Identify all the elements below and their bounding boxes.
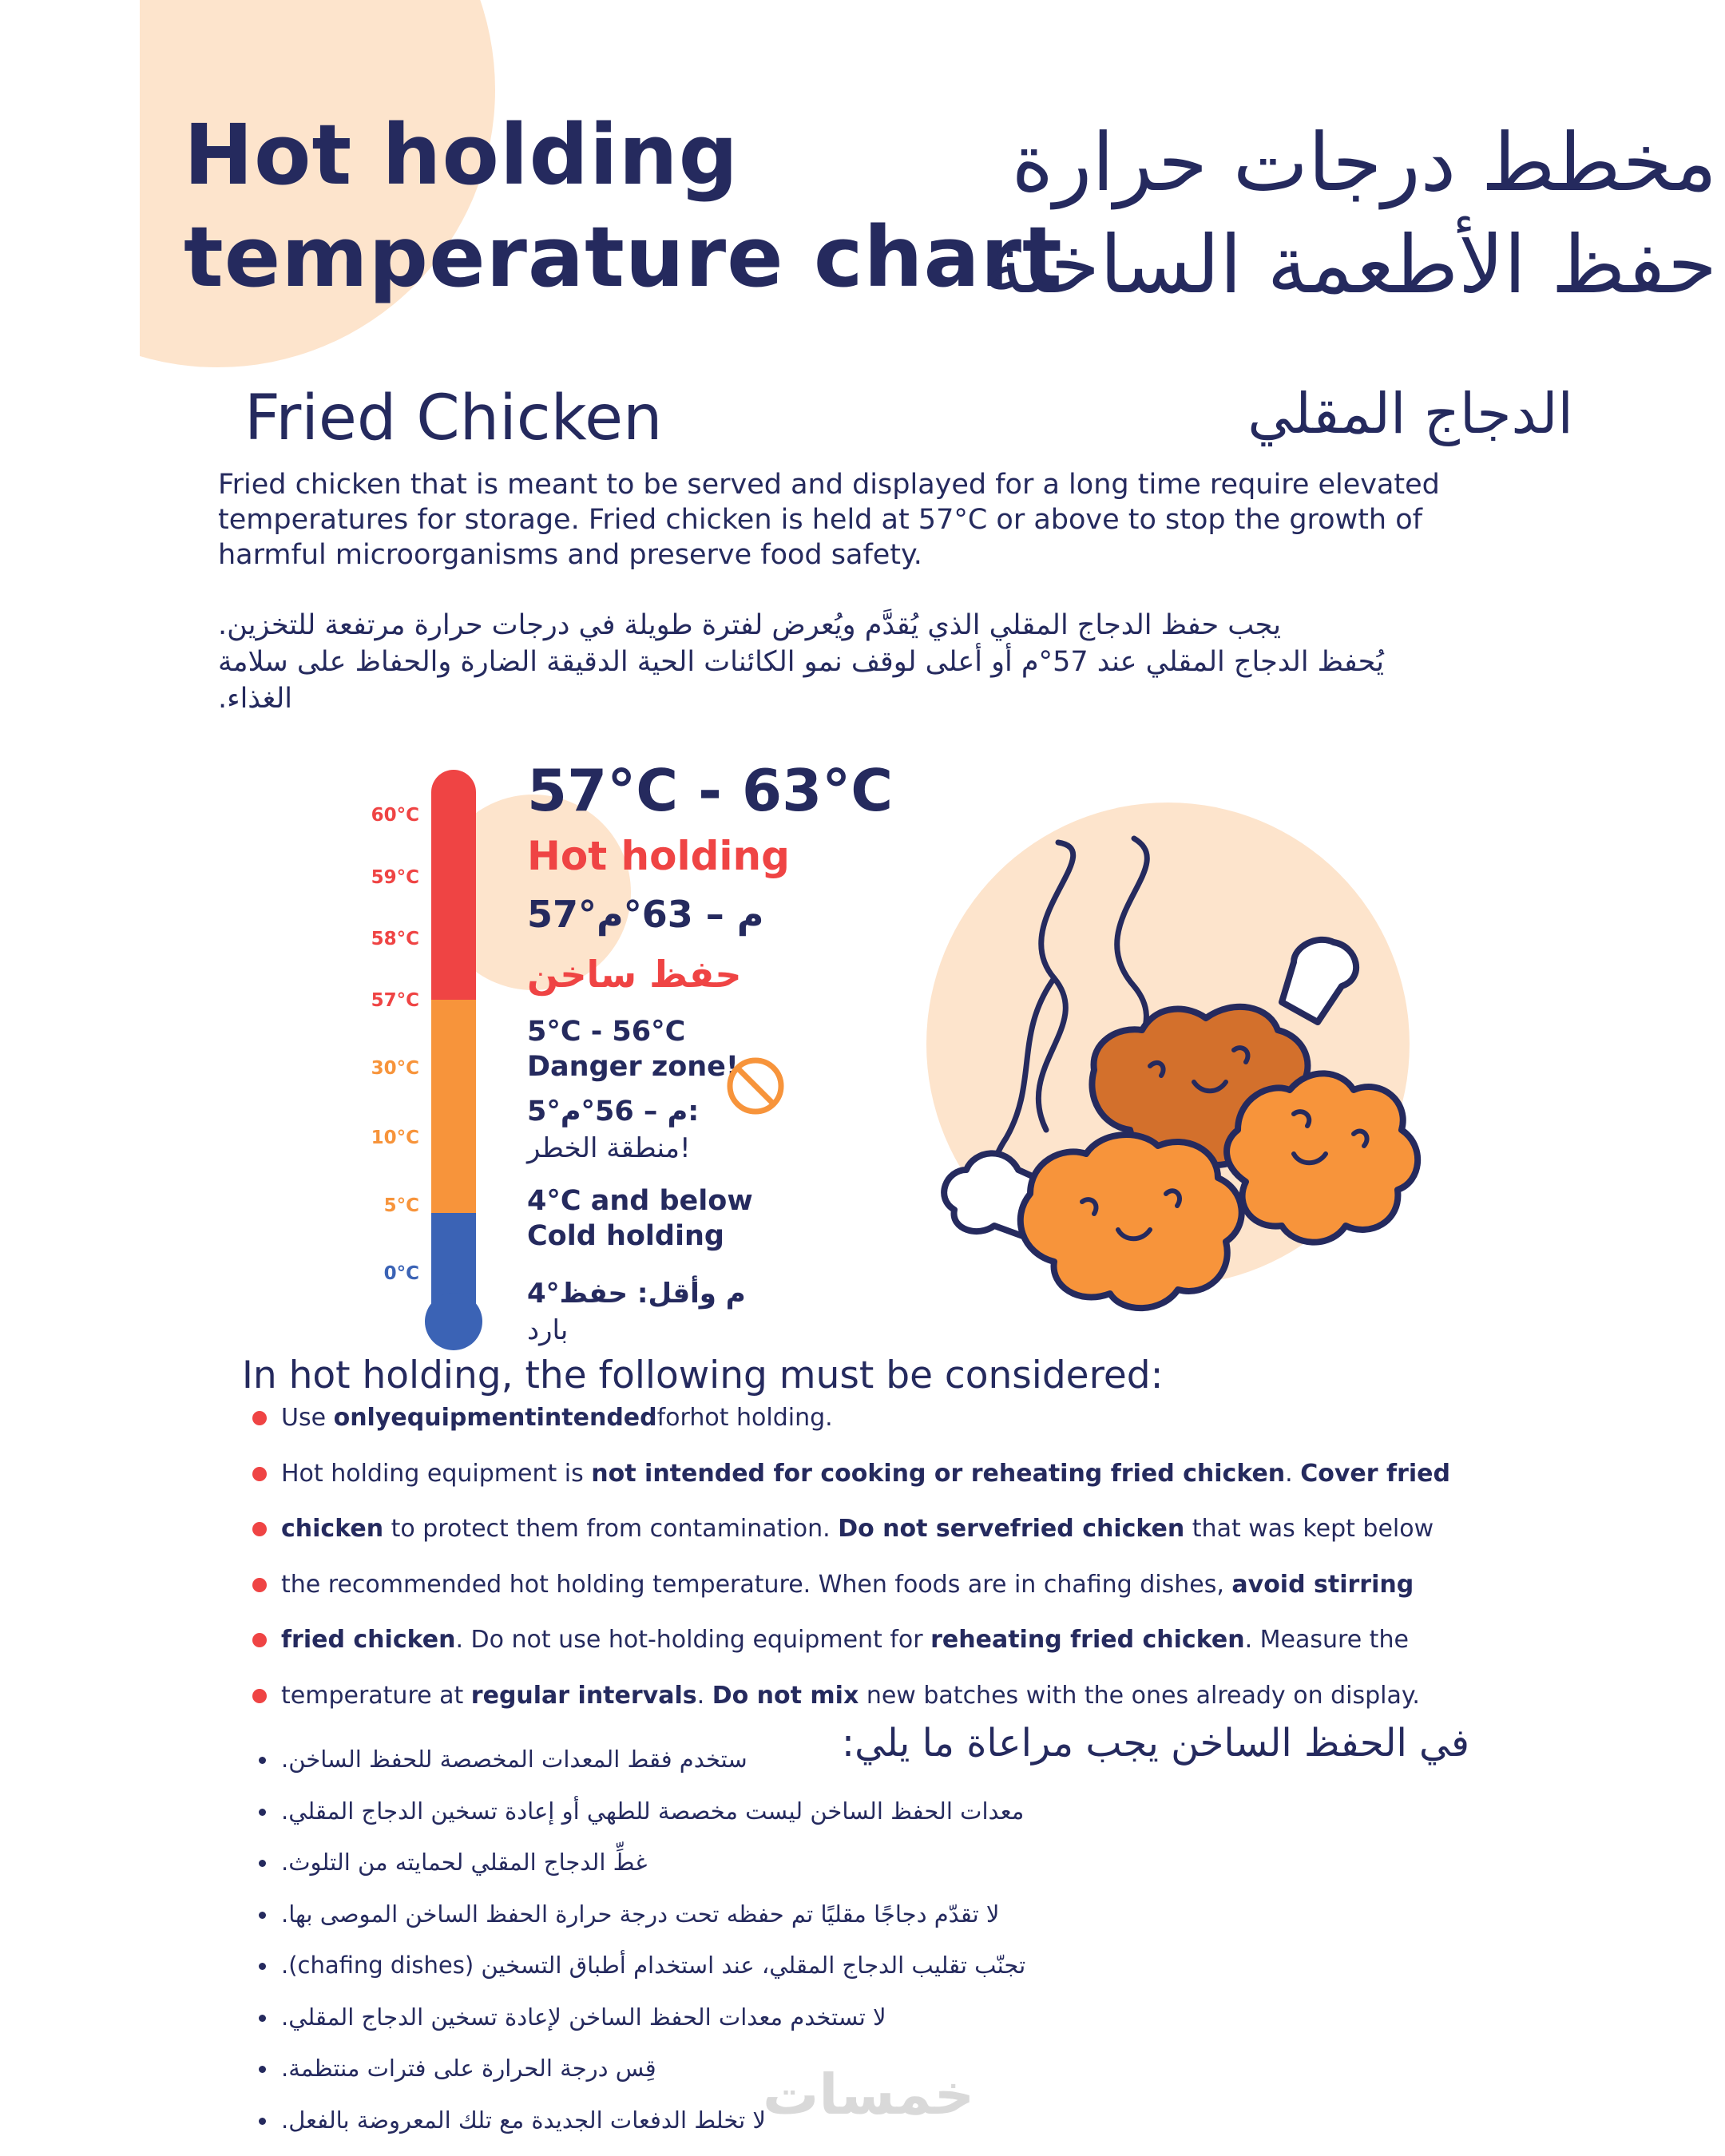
tick-label: 58°C — [371, 929, 419, 949]
section-title-arabic: الدجاج المقلي — [1247, 381, 1573, 446]
list-item: chicken to protect them from contamination. Do not servefried chicken that was kept below — [281, 1515, 1434, 1543]
list-item: Hot holding equipment is not intended for cooking or reheating fried chicken. Cover fried — [281, 1459, 1450, 1488]
left-margin — [0, 0, 140, 2156]
thermometer-danger-segment — [431, 1000, 476, 1213]
hot-label-arabic: حفظ ساخن — [527, 953, 742, 996]
page-title-line1: Hot holding — [184, 106, 740, 204]
list-item: لا تقدّم دجاجًا مقليًا تم حفظه تحت درجة حرارة الحفظ الساخن الموصى بها. — [281, 1900, 1000, 1928]
list-item: the recommended hot holding temperature. When foods are in chafing dishes, avoid stirring — [281, 1570, 1414, 1599]
tick-label: 5°C — [383, 1195, 419, 1216]
chicken-piece-icon — [1021, 1135, 1242, 1308]
section-title: Fried Chicken — [244, 382, 663, 454]
bullet-dot — [259, 1963, 266, 1970]
list-item: تجنّب تقليب الدجاج المقلي، عند استخدام أطباق التسخين (chafing dishes). — [281, 1952, 1026, 1979]
considerations-title: In hot holding, the following must be considered: — [242, 1353, 1164, 1397]
watermark-logo: خمسات — [763, 2062, 975, 2127]
list-item: غطِّ الدجاج المقلي لحمايته من التلوث. — [281, 1849, 648, 1876]
danger-range: 5°C - 56°C — [527, 1016, 686, 1048]
list-item: fried chicken. Do not use hot-holding equipment for reheating fried chicken. Measure the — [281, 1626, 1409, 1654]
hot-label: Hot holding — [527, 833, 790, 879]
tick-label: 30°C — [371, 1058, 419, 1079]
page-title-arabic-line2: حفظ الأطعمة الساخنة — [983, 218, 1717, 311]
thermometer-bulb — [425, 1293, 482, 1350]
hot-range: 57°C - 63°C — [527, 757, 894, 824]
cold-range: 4°C and below — [527, 1185, 753, 1217]
tick-label: 60°C — [371, 805, 419, 826]
cold-label: Cold holding — [527, 1220, 724, 1252]
bullet-dot — [252, 1689, 267, 1703]
steam-line-icon — [1038, 842, 1073, 1130]
intro-paragraph: Fried chicken that is meant to be served and displayed for a long time require elevated temperatures for storage. Fried chicken is held at 57°C or above to stop the growth of harmful microorganisms and preserve food safety. — [218, 469, 1440, 571]
danger-range-arabic: 5°م – 56°م: — [527, 1096, 700, 1128]
page-title-arabic-line1: مخطط درجات حرارة — [1011, 116, 1717, 209]
list-item: temperature at regular intervals. Do not mix new batches with the ones already on display. — [281, 1681, 1420, 1710]
intro-arabic-line2: يُحفظ الدجاج المقلي عند 57°م أو أعلى لوقف نمو الكائنات الحية الدقيقة الضارة والحفاظ على سلامة الغذاء. — [218, 646, 1384, 715]
bullet-dot — [252, 1467, 267, 1481]
list-item: Use onlyequipmentintendedforhot holding. — [281, 1404, 833, 1432]
cold-arabic-line1: 4°م وأقل: حفظ — [527, 1278, 746, 1310]
bone-icon — [1282, 940, 1356, 1022]
bullet-dot — [252, 1578, 267, 1592]
bullet-dot — [252, 1411, 267, 1425]
cold-arabic-line2: بارد — [527, 1314, 569, 1346]
danger-label-arabic: منطقة الخطر! — [527, 1132, 691, 1164]
bullet-dot — [259, 2066, 266, 2073]
danger-label: Danger zone! — [527, 1051, 739, 1083]
bullet-dot — [259, 2015, 266, 2022]
tick-label: 10°C — [371, 1128, 419, 1148]
hot-range-arabic: 57°م – 63°م — [527, 893, 764, 936]
tick-label: 0°C — [383, 1263, 419, 1284]
thermometer-hot-segment — [431, 770, 476, 1000]
page-title — [184, 104, 1063, 308]
bullet-dot — [259, 1757, 266, 1764]
thermometer-icon — [415, 767, 495, 1357]
bullet-dot — [259, 1912, 266, 1919]
page-title-line2: temperature chart — [184, 208, 1063, 306]
bullet-dot — [252, 1633, 267, 1647]
page-title-arabic — [942, 112, 1717, 316]
intro-arabic-line1: يجب حفظ الدجاج المقلي الذي يُقدَّم ويُعرض لفترة طويلة في درجات حرارة مرتفعة للتخزين. — [218, 609, 1281, 641]
tick-label: 57°C — [371, 990, 419, 1011]
bullet-dot — [252, 1522, 267, 1536]
list-item: معدات الحفظ الساخن ليست مخصصة للطهي أو إعادة تسخين الدجاج المقلي. — [281, 1797, 1025, 1825]
considerations-title-arabic: في الحفظ الساخن يجب مراعاة ما يلي: — [841, 1721, 1469, 1766]
list-item: لا تستخدم معدات الحفظ الساخن لإعادة تسخين الدجاج المقلي. — [281, 2003, 886, 2031]
prohibited-icon — [724, 1054, 787, 1118]
intro-paragraph-arabic — [218, 607, 1392, 717]
fried-chicken-illustration-icon — [918, 826, 1438, 1338]
list-item: قِس درجة الحرارة على فترات منتظمة. — [281, 2055, 656, 2082]
bullet-dot — [259, 2118, 266, 2125]
bullet-dot — [259, 1860, 266, 1867]
tick-label: 59°C — [371, 867, 419, 888]
list-item: ستخدم فقط المعدات المخصصة للحفظ الساخن. — [281, 1746, 748, 1773]
bullet-dot — [259, 1809, 266, 1816]
list-item: لا تخلط الدفعات الجديدة مع تلك المعروضة بالفعل. — [281, 2106, 766, 2134]
